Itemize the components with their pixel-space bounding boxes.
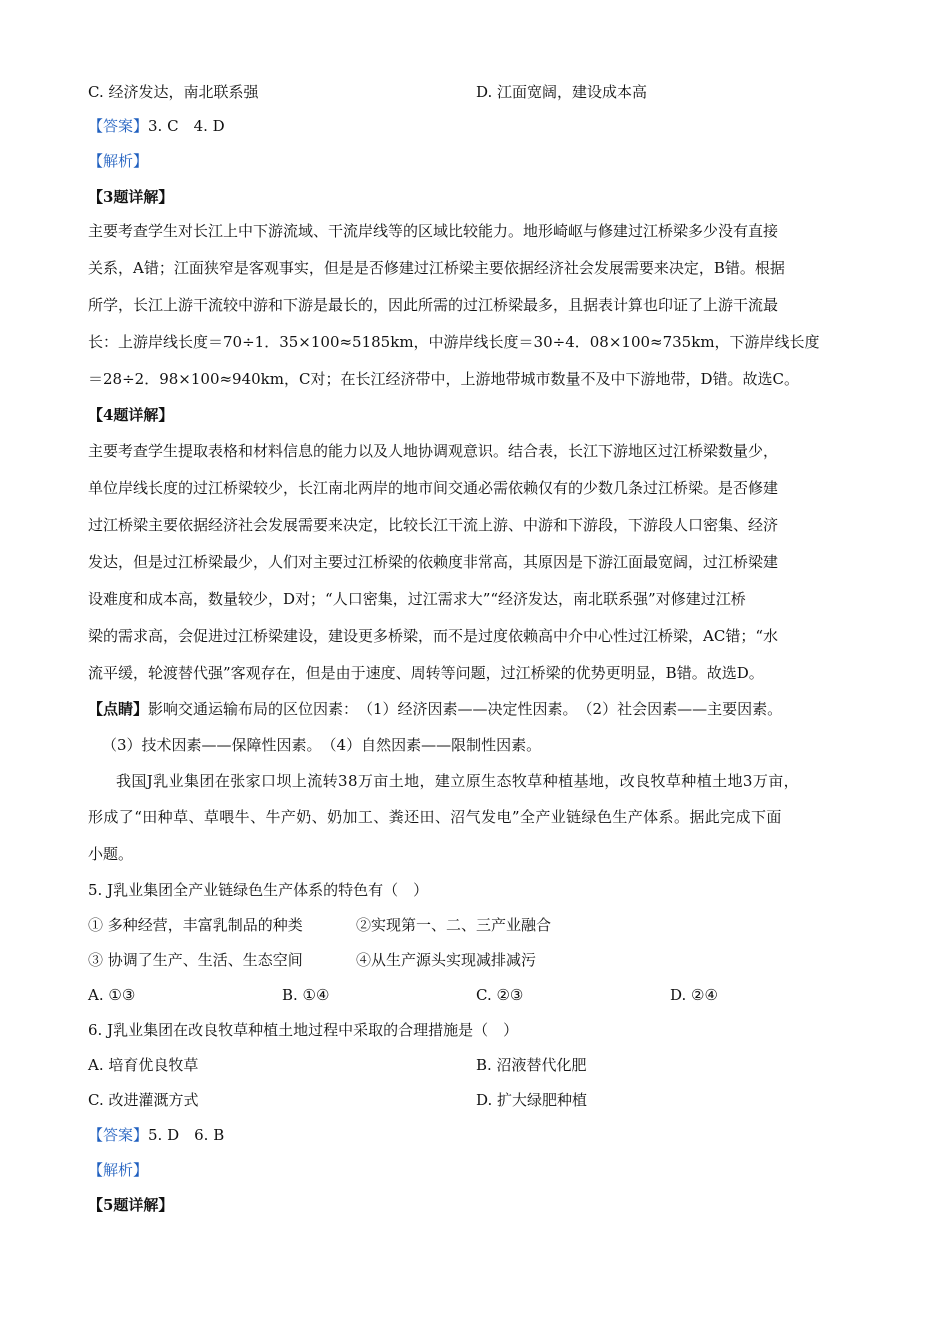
q5-option-a-text: A. ①③ bbox=[88, 986, 136, 1004]
q6-stem bbox=[88, 1019, 518, 1041]
q5-item-1 bbox=[88, 914, 303, 936]
detail4-line-text: 单位岸线长度的过江桥梁较少，长江南北两岸的地市间交通必需依赖仅有的少数几条过江桥梁。是否修建 bbox=[88, 479, 779, 497]
detail4-line bbox=[88, 625, 778, 647]
option-c bbox=[88, 81, 258, 103]
tip-tag: 【点睛】 bbox=[88, 700, 149, 718]
q5-option-c-text: C. ②③ bbox=[476, 986, 524, 1004]
q5-item-4 bbox=[356, 949, 536, 971]
option-c-text: C. 经济发达，南北联系强 bbox=[88, 83, 259, 101]
detail-tag-5 bbox=[88, 1194, 173, 1216]
material-line-text: 小题。 bbox=[88, 845, 134, 863]
q5-stem-text: 5. J乳业集团全产业链绿色生产体系的特色有（ ） bbox=[88, 881, 429, 899]
answer-tag: 【答案】 bbox=[88, 1126, 149, 1144]
q5-option-d-text: D. ②④ bbox=[670, 986, 718, 1004]
q6-option-c bbox=[88, 1089, 198, 1111]
q5-item-3-text: ③ 协调了生产、生活、生态空间 bbox=[88, 951, 303, 969]
detail3-line bbox=[88, 331, 820, 353]
q5-option-a bbox=[88, 984, 135, 1006]
q6-option-a bbox=[88, 1054, 198, 1076]
detail-tag-4-text: 【4题详解】 bbox=[88, 406, 174, 424]
q6-option-b bbox=[476, 1054, 587, 1076]
detail-tag-3 bbox=[88, 186, 173, 208]
detail4-line-text: 发达，但是过江桥梁最少，人们对主要过江桥梁的依赖度非常高，其原因是下游江面最宽阔，过江桥梁建 bbox=[88, 553, 779, 571]
analysis-tag-text: 【解析】 bbox=[88, 1161, 149, 1179]
q5-option-d bbox=[670, 984, 718, 1006]
detail-tag-4 bbox=[88, 404, 173, 426]
q5-option-b-text: B. ①④ bbox=[282, 986, 330, 1004]
analysis-tag-text: 【解析】 bbox=[88, 152, 149, 170]
detail3-line-text: 关系，A错；江面狭窄是客观事实，但是是否修建过江桥梁主要依据经济社会发展需要来决定，B错。根据 bbox=[88, 259, 785, 277]
option-d-text: D. 江面宽阔，建设成本高 bbox=[476, 83, 648, 101]
tip-line-1 bbox=[88, 698, 782, 720]
detail4-line-text: 流平缓，轮渡替代强”客观存在，但是由于速度、周转等问题，过江桥梁的优势更明显，B错。故选D。 bbox=[88, 664, 764, 682]
q5-option-b bbox=[282, 984, 329, 1006]
material-line-text: 形成了“田种草、草喂牛、牛产奶、奶加工、粪还田、沼气发电”全产业链绿色生产体系。据此完成下面 bbox=[88, 808, 782, 826]
q6-option-c-text: C. 改进灌溉方式 bbox=[88, 1091, 199, 1109]
material-line bbox=[116, 770, 799, 792]
material-line bbox=[88, 843, 133, 865]
detail4-line-text: 过江桥梁主要依据经济社会发展需要来决定，比较长江干流上游、中游和下游段，下游段人口密集、经济 bbox=[88, 516, 779, 534]
detail3-line bbox=[88, 294, 778, 316]
detail3-line-text: 长：上游岸线长度＝70÷1．35×100≈5185km，中游岸线长度＝30÷4．08×100≈735km，下游岸线长度 bbox=[88, 333, 820, 351]
detail4-line bbox=[88, 514, 778, 536]
detail4-line bbox=[88, 588, 746, 610]
detail4-line bbox=[88, 440, 778, 462]
detail3-line-text: ＝28÷2．98×100≈940km，C对；在长江经济带中，上游地带城市数量不及中下游地带，D错。故选C。 bbox=[88, 370, 799, 388]
answer-text: 3. C 4. D bbox=[148, 117, 225, 135]
detail4-line-text: 设难度和成本高，数量较少，D对；“人口密集，过江需求大”“经济发达，南北联系强”对修建过江桥 bbox=[88, 590, 746, 608]
detail3-line bbox=[88, 220, 778, 242]
tip-line-2-text: （3）技术因素——保障性因素。 （4）自然因素——限制性因素。 bbox=[102, 736, 542, 754]
option-d bbox=[476, 81, 647, 103]
analysis-tag-3-4 bbox=[88, 150, 148, 172]
detail4-line bbox=[88, 551, 778, 573]
q6-option-b-text: B. 沼液替代化肥 bbox=[476, 1056, 587, 1074]
q5-item-4-text: ④从生产源头实现减排减污 bbox=[356, 951, 537, 969]
detail4-line bbox=[88, 662, 764, 684]
answer-line-3-4 bbox=[88, 115, 225, 137]
q5-stem bbox=[88, 879, 428, 901]
q5-item-1-text: ① 多种经营，丰富乳制品的种类 bbox=[88, 916, 303, 934]
material-line-text: 我国J乳业集团在张家口坝上流转38万亩土地，建立原生态牧草种植基地，改良牧草种植土地3万亩， bbox=[116, 772, 800, 790]
detail3-line-text: 所学，长江上游干流较中游和下游是最长的，因此所需的过江桥梁最多，且据表计算也印证了上游干流最 bbox=[88, 296, 779, 314]
tip-line-1-text: 影响交通运输布局的区位因素： （1）经济因素——决定性因素。 （2）社会因素——主要因素。 bbox=[148, 700, 783, 718]
answer-tag: 【答案】 bbox=[88, 117, 149, 135]
detail4-line-text: 梁的需求高，会促进过江桥梁建设，建设更多桥梁，而不是过度依赖高中介中心性过江桥梁，AC错；“水 bbox=[88, 627, 778, 645]
q6-option-a-text: A. 培育优良牧草 bbox=[88, 1056, 199, 1074]
q5-item-3 bbox=[88, 949, 303, 971]
q5-item-2 bbox=[356, 914, 551, 936]
q6-option-d bbox=[476, 1089, 587, 1111]
answer-text: 5. D 6. B bbox=[148, 1126, 225, 1144]
answer-line-5-6 bbox=[88, 1124, 224, 1146]
q6-option-d-text: D. 扩大绿肥种植 bbox=[476, 1091, 588, 1109]
material-line bbox=[88, 806, 782, 828]
q5-option-c bbox=[476, 984, 523, 1006]
detail3-line bbox=[88, 257, 785, 279]
detail-tag-5-text: 【5题详解】 bbox=[88, 1196, 174, 1214]
q5-item-2-text: ②实现第一、二、三产业融合 bbox=[356, 916, 552, 934]
detail-tag-3-text: 【3题详解】 bbox=[88, 188, 174, 206]
detail3-line bbox=[88, 368, 799, 390]
detail3-line-text: 主要考查学生对长江上中下游流域、干流岸线等的区域比较能力。地形崎岖与修建过江桥梁多少没有直接 bbox=[88, 222, 779, 240]
detail4-line bbox=[88, 477, 778, 499]
q6-stem-text: 6. J乳业集团在改良牧草种植土地过程中采取的合理措施是（ ） bbox=[88, 1021, 519, 1039]
tip-line-2 bbox=[102, 734, 541, 756]
analysis-tag-5-6 bbox=[88, 1159, 148, 1181]
detail4-line-text: 主要考查学生提取表格和材料信息的能力以及人地协调观意识。结合表，长江下游地区过江桥梁数量少， bbox=[88, 442, 779, 460]
